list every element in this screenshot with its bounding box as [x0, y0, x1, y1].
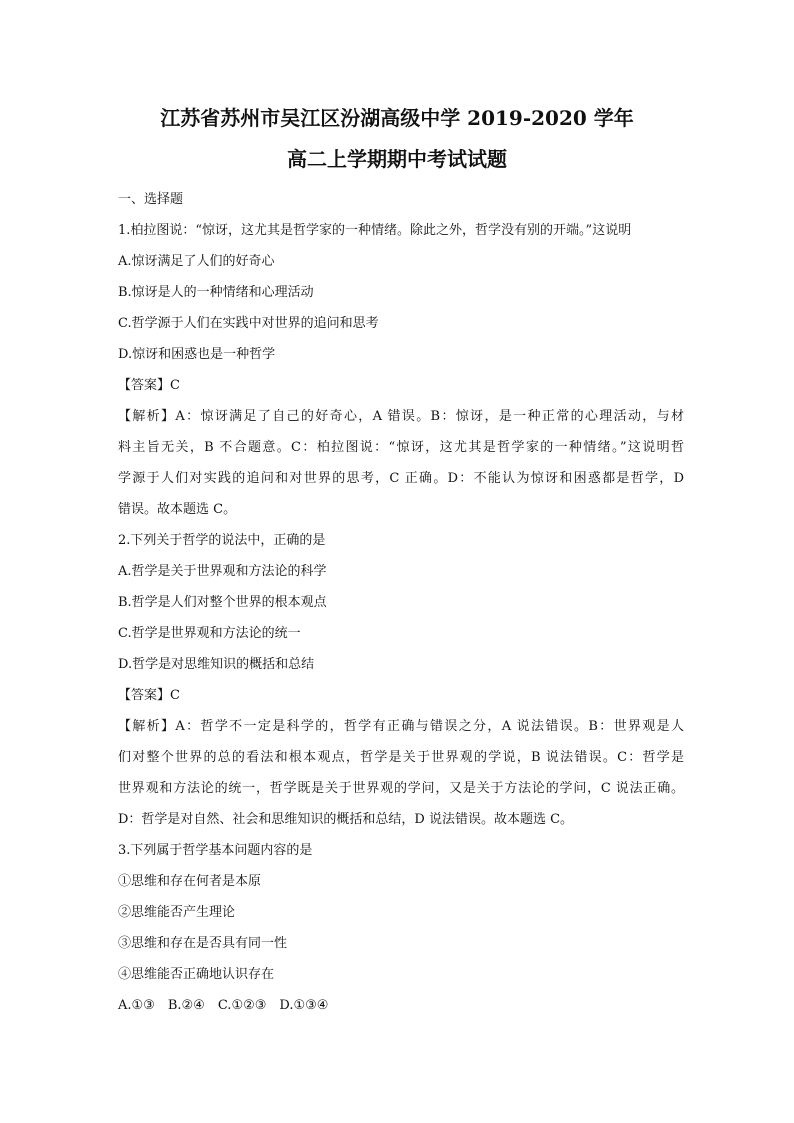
option-b: B.惊讶是人的一种情绪和心理活动	[118, 285, 314, 300]
document-title-line2: 高二上学期期中考试试题	[287, 147, 507, 171]
statement: ①思维和存在何者是本原	[118, 874, 262, 889]
document-body	[118, 184, 684, 1021]
section-heading: 一、选择题	[118, 192, 184, 207]
analysis-line: 【解析】A：哲学不一定是科学的，哲学有正确与错误之分，A 说法错误。B：世界观是人	[118, 719, 684, 734]
option-b: B.哲学是人们对整个世界的根本观点	[118, 595, 327, 610]
option-d: D.哲学是对思维知识的概括和总结	[118, 657, 315, 672]
question-1	[118, 215, 684, 525]
question-stem: 3.下列属于哲学基本问题内容的是	[118, 843, 313, 858]
document-title-line1: 江苏省苏州市吴江区汾湖高级中学 2019-2020 学年	[160, 106, 634, 130]
option-c: C.哲学是世界观和方法论的统一	[118, 626, 301, 641]
question-2	[118, 525, 684, 835]
statement: ④思维能否正确地认识存在	[118, 967, 275, 982]
statement: ③思维和存在是否具有同一性	[118, 936, 288, 951]
option-a: A.哲学是关于世界观和方法论的科学	[118, 564, 327, 579]
analysis-line: 世界观和方法论的统一，哲学既是关于世界观的学问，又是关于方法论的学问，C 说法正确。	[118, 781, 684, 796]
option-a: A.惊讶满足了人们的好奇心	[118, 254, 275, 269]
option-d: D.惊讶和困惑也是一种哲学	[118, 347, 276, 362]
question-stem: 2.下列关于哲学的说法中，正确的是	[118, 533, 326, 548]
analysis-line: 错误。故本题选 C。	[118, 502, 237, 517]
analysis-line: 学源于人们对实践的追问和对世界的思考，C 正确。D：不能认为惊讶和困惑都是哲学，D	[118, 471, 684, 486]
option-c: C.哲学源于人们在实践中对世界的追问和思考	[118, 316, 379, 331]
answer-label: 【答案】C	[118, 688, 180, 703]
statement: ②思维能否产生理论	[118, 905, 236, 920]
question-3	[118, 835, 684, 1021]
analysis-line: 料主旨无关，B 不合题意。C：柏拉图说：“惊讶，这尤其是哲学家的一种情绪。”这说明哲	[118, 440, 684, 455]
analysis-line: 们对整个世界的总的看法和根本观点，哲学是关于世界观的学说，B 说法错误。C：哲学是	[118, 750, 684, 765]
answer-label: 【答案】C	[118, 378, 180, 393]
question-stem: 1.柏拉图说：“惊讶，这尤其是哲学家的一种情绪。除此之外，哲学没有别的开端。”这说明	[118, 223, 632, 238]
analysis-line: D：哲学是对自然、社会和思维知识的概括和总结，D 说法错误。故本题选 C。	[118, 812, 574, 827]
answer-choices: A.①③ B.②④ C.①②③ D.①③④	[118, 998, 329, 1013]
analysis-line: 【解析】A：惊讶满足了自己的好奇心，A 错误。B：惊讶，是一种正常的心理活动，与材	[118, 409, 684, 424]
